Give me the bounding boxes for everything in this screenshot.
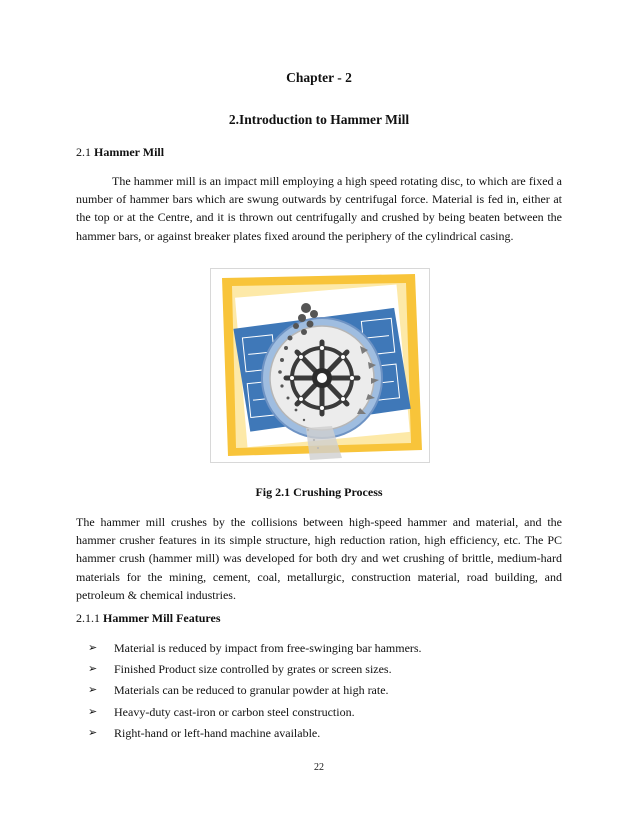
list-item: ➢ Finished Product size controlled by grates or screen sizes. (88, 659, 422, 680)
list-item: ➢ Material is reduced by impact from free-swinging bar hammers. (88, 638, 422, 659)
arrow-bullet-icon: ➢ (88, 663, 98, 676)
section-number: 2.1 (76, 145, 91, 159)
figure-caption: Fig 2.1 Crushing Process (255, 485, 383, 499)
arrow-bullet-icon: ➢ (88, 705, 98, 718)
description-paragraph: The hammer mill crushes by the collisions between high-speed hammer and material, and the hammer crusher features in its simple structure, high reduction ration, high efficiency, etc. The PC hammer crush (hammer mill) was developed for both dry and wet crushing of brittle, medium-hard materials for the mining, cement, coal, metallurgic, construction material, road building, and petroleum & chemical industries. (76, 515, 562, 602)
arrow-bullet-icon: ➢ (88, 684, 98, 697)
list-item: ➢ Heavy-duty cast-iron or carbon steel construction. (88, 702, 422, 723)
features-list (88, 638, 422, 744)
chapter-label: Chapter - 2 (286, 70, 352, 85)
section-number: 2.1.1 (76, 611, 100, 625)
section-heading-2-1-1 (76, 611, 221, 626)
hammer-mill-illustration (210, 268, 430, 463)
arrow-bullet-icon: ➢ (88, 642, 98, 654)
list-item: ➢ Right-hand or left-hand machine available. (88, 723, 422, 744)
list-item: ➢ Materials can be reduced to granular powder at high rate. (88, 680, 422, 701)
arrow-bullet-icon: ➢ (88, 726, 98, 739)
page-number: 22 (314, 762, 324, 773)
section-heading-2-1 (76, 145, 164, 160)
intro-paragraph: The hammer mill is an impact mill employing a high speed rotating disc, to which are fixed a number of hammer bars which are swung outwards by centrifugal force. Material is fed in, either at the top or at the Centre, and it is thrown out centrifugally and crushed by being beaten between the hammer bars, or against breaker plates fixed around the periphery of the cylindrical casing. (76, 174, 562, 243)
crushing-process-figure (210, 268, 430, 463)
section-title: Hammer Mill (94, 145, 165, 159)
section-title: Hammer Mill Features (103, 611, 221, 625)
page-title: 2.Introduction to Hammer Mill (228, 112, 410, 127)
